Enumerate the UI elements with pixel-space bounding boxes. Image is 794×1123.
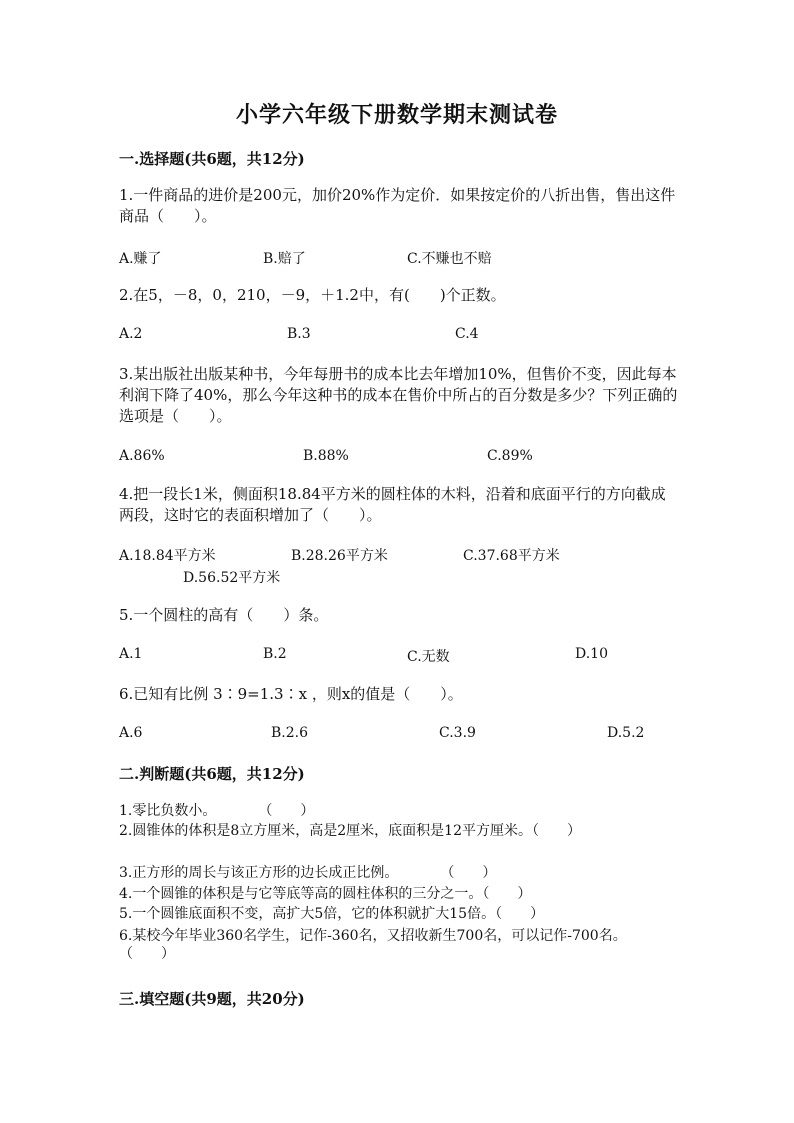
option-5b: B.2	[263, 646, 287, 662]
option-5c: C.无数	[407, 649, 450, 665]
question-2: 2.在5，－8，0，210，－9，＋1.2中，有( )个正数。	[119, 286, 506, 304]
section-heading-judge: 二.判断题(共6题，共12分)	[119, 765, 305, 783]
question-6: 6.已知有比例 3∶9=1.3∶x ，则x的值是（ ）。	[119, 685, 463, 703]
question-1: 1.一件商品的进价是200元，加价20%作为定价．如果按定价的八折出售，售出这件商品（ ）。	[119, 186, 676, 225]
option-3c: C.89%	[487, 448, 533, 464]
option-3b: B.88%	[303, 448, 349, 464]
judge-4: 4.一个圆锥的体积是与它等底等高的圆柱体积的三分之一。（ ）	[119, 886, 532, 902]
judge-6: 6.某校今年毕业360名学生，记作-360名，又招收新生700名，可以记作-700名。 （ ）	[119, 928, 662, 962]
judge-2: 2.圆锥体的体积是8立方厘米，高是2厘米，底面积是12平方厘米。（ ）	[119, 823, 581, 839]
option-4c: C.37.68平方米	[463, 548, 560, 564]
section-heading-choice: 一.选择题(共6题，共12分)	[119, 150, 305, 168]
option-2a: A.2	[119, 326, 143, 342]
option-2c: C.4	[455, 326, 479, 342]
option-4b: B.28.26平方米	[291, 548, 388, 564]
judge-1: 1.零比负数小。 （ ）	[119, 803, 315, 819]
option-1b: B.赔了	[263, 251, 306, 267]
judge-5: 5.一个圆锥底面积不变，高扩大5倍，它的体积就扩大15倍。（ ）	[119, 906, 545, 922]
option-5d: D.10	[575, 646, 608, 662]
option-2b: B.3	[287, 326, 311, 342]
option-6c: C.3.9	[439, 725, 476, 741]
option-6a: A.6	[119, 725, 143, 741]
question-5: 5.一个圆柱的高有（ ）条。	[119, 606, 329, 624]
question-3: 3.某出版社出版某种书，今年每册书的成本比去年增加10%，但售价不变，因此每本利润下降了40%，那么今年这种书的成本在售价中所占的百分数是多少？下列正确的选项是（ ）。	[119, 365, 678, 425]
section-heading-fill: 三.填空题(共9题，共20分)	[119, 990, 305, 1008]
option-6b: B.2.6	[271, 725, 309, 741]
option-6d: D.5.2	[607, 725, 645, 741]
judge-3: 3.正方形的周长与该正方形的边长成正比例。 （ ）	[119, 865, 497, 881]
option-4d: D.56.52平方米	[183, 570, 281, 586]
option-1c: C.不赚也不赔	[407, 251, 492, 267]
page-title: 小学六年级下册数学期末测试卷	[235, 102, 558, 128]
option-4a: A.18.84平方米	[119, 548, 216, 564]
option-5a: A.1	[119, 646, 143, 662]
option-3a: A.86%	[119, 448, 165, 464]
question-4: 4.把一段长1米，侧面积18.84平方米的圆柱体的木料，沿着和底面平行的方向截成两段，这时它的表面积增加了（ ）。	[119, 485, 666, 524]
option-1a: A.赚了	[119, 251, 162, 267]
